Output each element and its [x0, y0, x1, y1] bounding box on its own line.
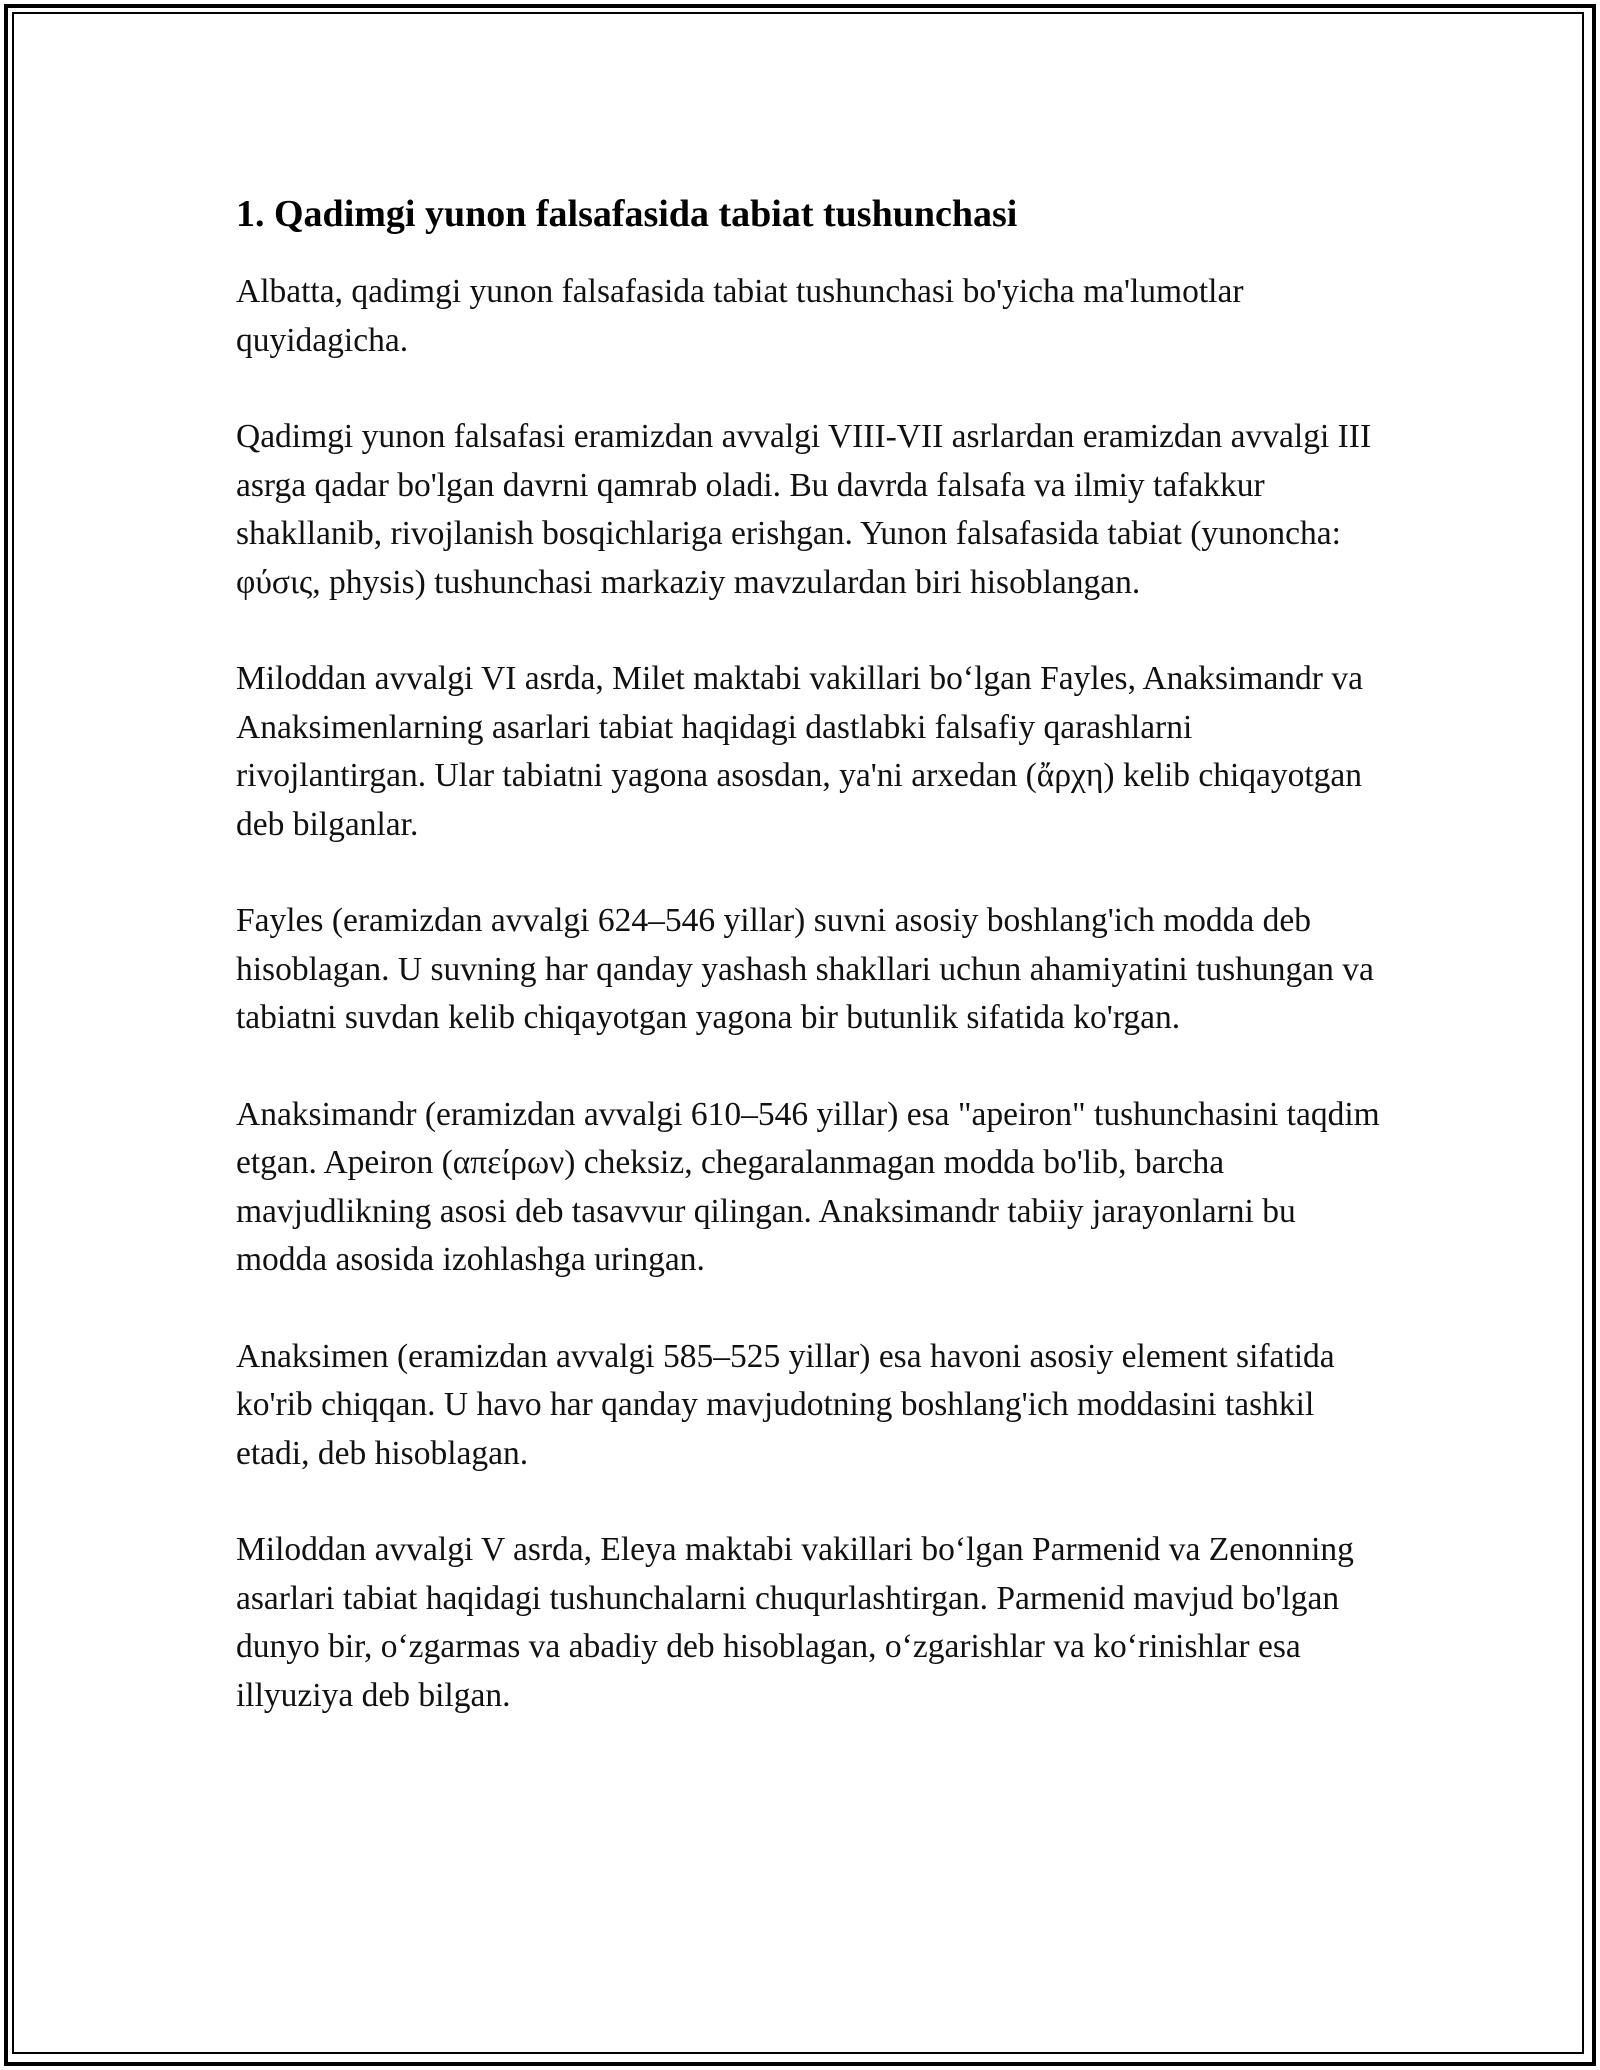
document-title: 1. Qadimgi yunon falsafasida tabiat tushunchasi: [236, 193, 1018, 235]
paragraph-milet-school: Miloddan avvalgi VI asrda, Milet maktabi vakillari bo‘lgan Fayles, Anaksimandr va Anaksimenlarning asarlari tabiat haqidagi dastlabki falsafiy qarashlarni rivojlantirgan. Ular tabiatni yagona asosdan, ya'ni arxedan (ἄρχη) kelib chiqayotgan deb bilganlar.: [236, 660, 1363, 843]
paragraph-eleya-school: Miloddan avvalgi V asrda, Eleya maktabi vakillari bo‘lgan Parmenid va Zenonning asarlari tabiat haqidagi tushunchalarni chuqurlashtirgan. Parmenid mavjud bo'lgan dunyo bir, o‘zgarmas va abadiy deb hisoblagan, o‘zgarishlar va ko‘rinishlar esa illyuziya deb bilgan.: [236, 1531, 1354, 1714]
document-body: [236, 188, 1386, 1768]
paragraph-fayles: Fayles (eramizdan avvalgi 624–546 yillar) suvni asosiy boshlang'ich modda deb hisoblagan. U suvning har qanday yashash shakllari uchun ahamiyatini tushungan va tabiatni suvdan kelib chiqayotgan yagona bir butunlik sifatida ko'rgan.: [236, 902, 1374, 1036]
paragraph-intro: Albatta, qadimgi yunon falsafasida tabiat tushunchasi bo'yicha ma'lumotlar quyidagicha.: [236, 273, 1244, 359]
paragraph-anaksimandr: Anaksimandr (eramizdan avvalgi 610–546 yillar) esa "apeiron" tushunchasini taqdim etgan. Apeiron (απείρων) cheksiz, chegaralanmagan modda bo'lib, barcha mavjudlikning asosi deb tasavvur qilingan. Anaksimandr tabiiy jarayonlarni bu modda asosida izohlashga uringan.: [236, 1095, 1380, 1278]
paragraph-anaksimen: Anaksimen (eramizdan avvalgi 585–525 yillar) esa havoni asosiy element sifatida ko'rib chiqqan. U havo har qanday mavjudotning boshlang'ich moddasini tashkil etadi, deb hisoblagan.: [236, 1337, 1335, 1472]
paragraph-greek-philosophy-period: Qadimgi yunon falsafasi eramizdan avvalgi VIII-VII asrlardan eramizdan avvalgi III asrga qadar bo'lgan davrni qamrab oladi. Bu davrda falsafa va ilmiy tafakkur shakllanib, rivojlanish bosqichlariga erishgan. Yunon falsafasida tabiat (yunoncha: φύσις, physis) tushunchasi markaziy mavzulardan biri hisoblangan.: [236, 418, 1372, 601]
